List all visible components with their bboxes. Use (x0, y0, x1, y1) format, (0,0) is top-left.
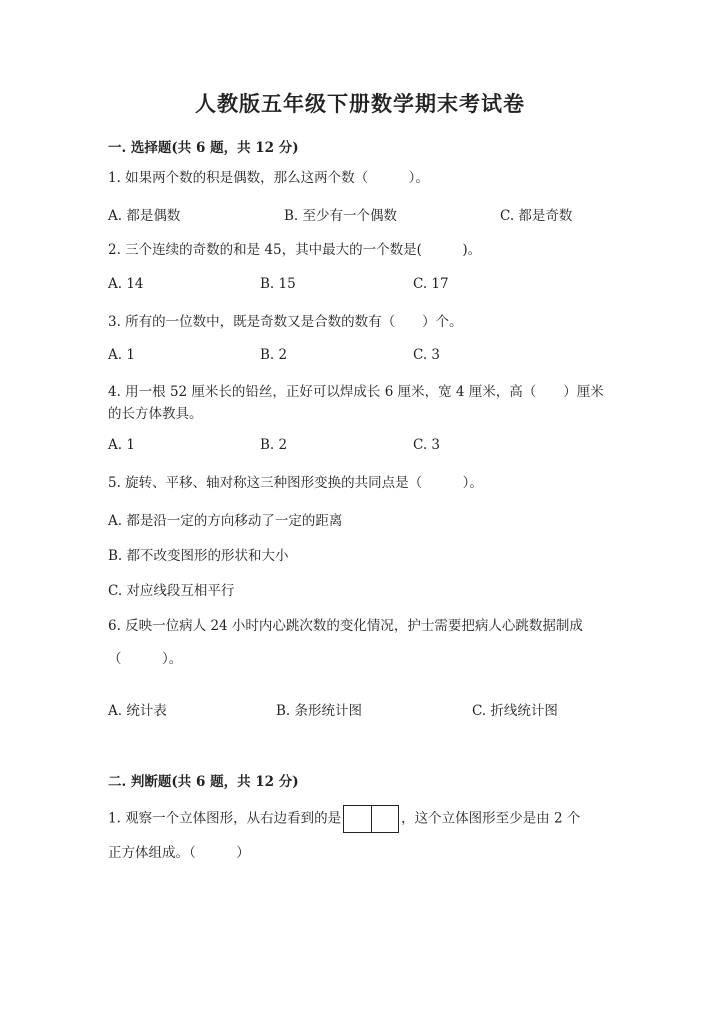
jq1-text-before: 1. 观察一个立体图形，从右边看到的是 (108, 810, 342, 827)
question-5-text: 5. 旋转、平移、轴对称这三种图形变换的共同点是（ ）。 (108, 475, 483, 491)
question-3-text: 3. 所有的一位数中，既是奇数又是合数的数有（ ）个。 (108, 314, 463, 330)
judgment-question-1 (108, 805, 613, 833)
q4-option-b: B. 2 (260, 437, 288, 453)
q1-option-a: A. 都是偶数 (108, 208, 181, 224)
question-2-text: 2. 三个连续的奇数的和是 45，其中最大的一个数是( )。 (108, 242, 482, 258)
judgment-question-1-line2: 正方体组成。（ ） (108, 845, 250, 861)
q2-option-b: B. 15 (260, 276, 296, 292)
q5-option-a: A. 都是沿一定的方向移动了一定的距离 (108, 513, 343, 529)
q2-option-c: C. 17 (413, 276, 449, 292)
q6-option-b: B. 条形统计图 (276, 703, 363, 719)
q1-option-c: C. 都是奇数 (500, 208, 573, 224)
q6-option-a: A. 统计表 (108, 703, 167, 719)
q1-option-b: B. 至少有一个偶数 (284, 208, 398, 224)
q4-option-a: A. 1 (108, 437, 135, 453)
q3-option-a: A. 1 (108, 347, 135, 363)
section-heading-judgment: 二. 判断题(共 6 题，共 12 分) (108, 774, 299, 790)
q2-option-a: A. 14 (108, 276, 144, 292)
exam-title: 人教版五年级下册数学期末考试卷 (195, 91, 525, 116)
q4-option-c: C. 3 (413, 437, 441, 453)
q5-option-c: C. 对应线段互相平行 (108, 583, 235, 599)
two-square-view-figure (343, 805, 399, 833)
question-4-text: 4. 用一根 52 厘米长的铅丝，正好可以焊成长 6 厘米，宽 4 厘米，高（ ）厘米的长方体教具。 (108, 384, 604, 422)
q6-option-c: C. 折线统计图 (472, 703, 558, 719)
q5-option-b: B. 都不改变图形的形状和大小 (108, 548, 289, 564)
q3-option-c: C. 3 (413, 347, 441, 363)
question-6-text-line2: （ ）。 (108, 651, 183, 667)
question-1-text: 1. 如果两个数的积是偶数，那么这两个数（ ）。 (108, 170, 429, 186)
jq1-text-after: ，这个立体图形至少是由 2 个 (401, 810, 581, 827)
square-divider (371, 806, 372, 832)
section-heading-choice: 一. 选择题(共 6 题，共 12 分) (108, 140, 299, 156)
question-6-text-line1: 6. 反映一位病人 24 小时内心跳次数的变化情况，护士需要把病人心跳数据制成 (108, 618, 583, 634)
q3-option-b: B. 2 (260, 347, 288, 363)
